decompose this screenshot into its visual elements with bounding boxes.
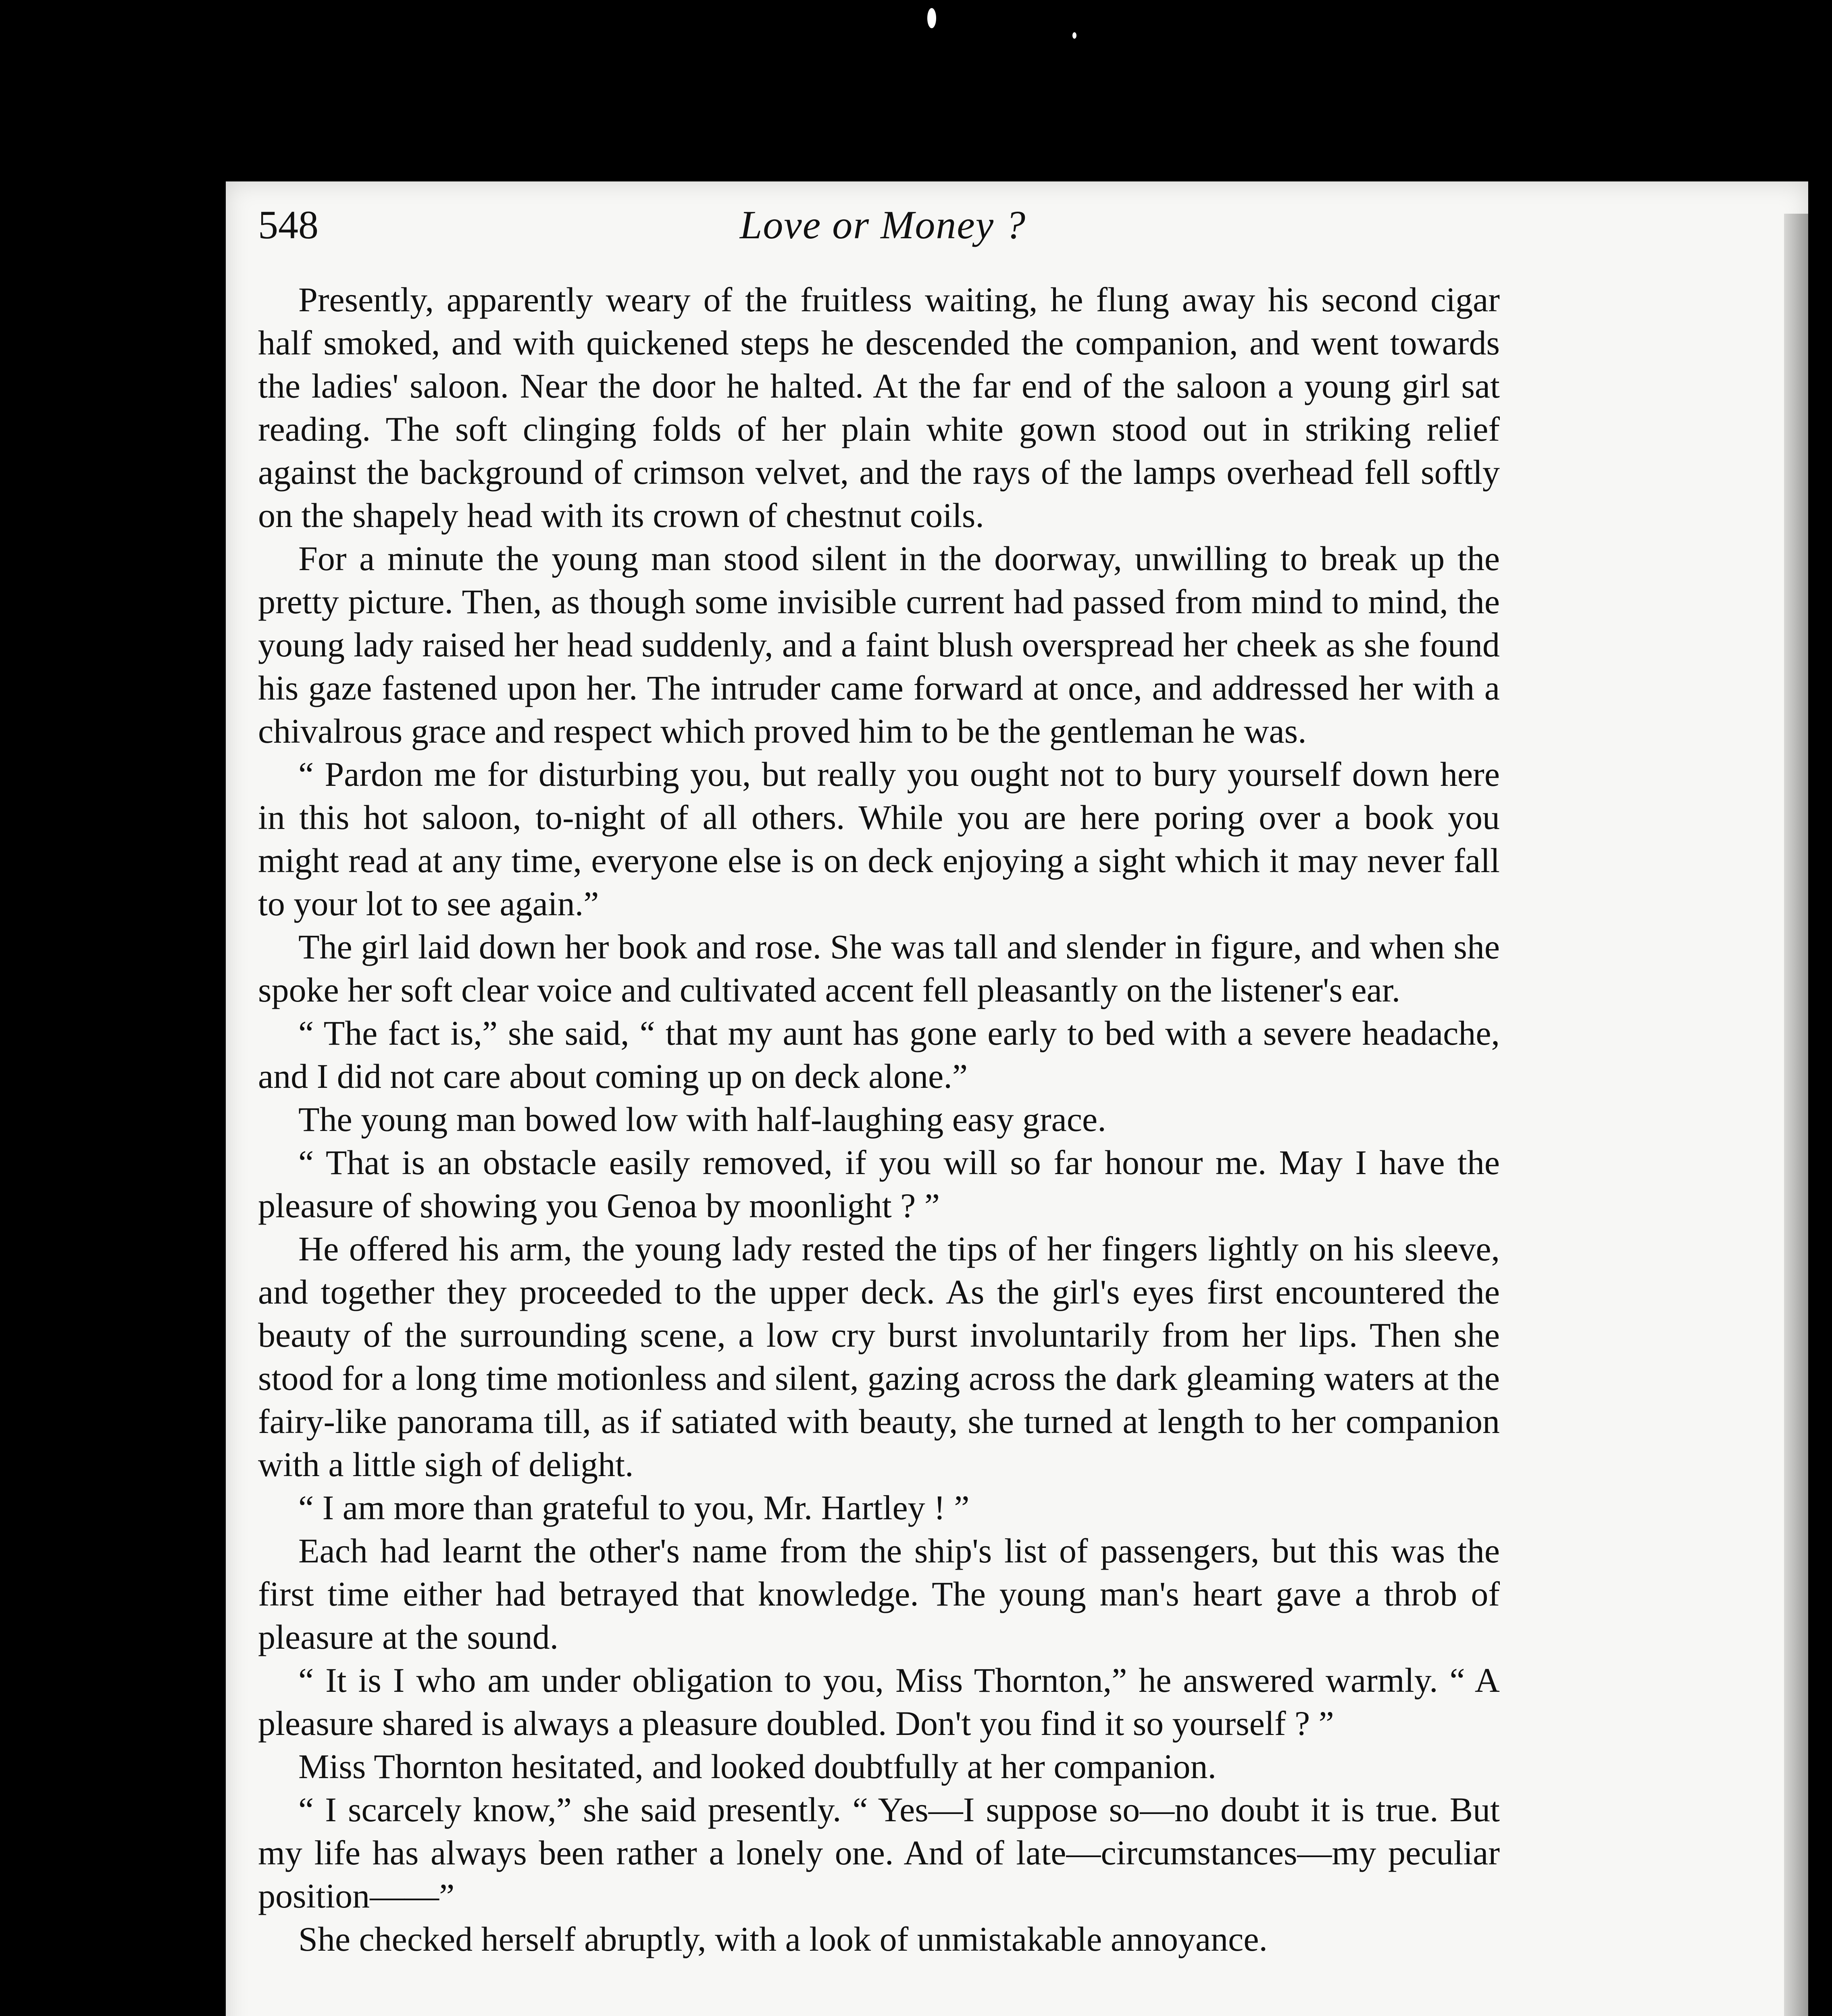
paragraph: “ That is an obstacle easily removed, if you will so far honour me. May I have the pleasure of showing you Genoa by moonlight ? ” [258, 1143, 1500, 1225]
paragraph: He offered his arm, the young lady rested the tips of her fingers lightly on his sleeve, and together they proceeded to the upper deck. As the girl's eyes first encountered the beauty of the surrounding scene, a low cry burst involuntarily from her lips. Then she stood for a long time motionless and silent, gazing across the dark gleaming waters at the fairy-like panorama till, as if satiated with beauty, she turned at length to her companion with a little sigh of delight. [258, 1229, 1500, 1484]
page-number: 548 [258, 202, 319, 247]
body-text [258, 278, 1500, 1961]
paragraph: For a minute the young man stood silent in the doorway, unwilling to break up the pretty picture. Then, as though some invisible current had passed from mind to mind, the young lady raised her head suddenly, and a faint blush overspread her cheek as she found his gaze fastened upon her. The intruder came forward at once, and addressed her with a chivalrous grace and respect which proved him to be the gentleman he was. [258, 539, 1500, 750]
running-title: Love or Money ? [739, 202, 1026, 247]
paragraph: She checked herself abruptly, with a look of unmistakable annoyance. [298, 1920, 1268, 1958]
page-edge-shadow [1784, 214, 1808, 2016]
paragraph: “ It is I who am under obligation to you, Miss Thornton,” he answered warmly. “ A pleasure shared is always a pleasure doubled. Don't you find it so yourself ? ” [258, 1661, 1500, 1743]
paragraph: Miss Thornton hesitated, and looked doubtfully at her companion. [298, 1747, 1217, 1786]
paragraph: “ I scarcely know,” she said presently. “ Yes—I suppose so—no doubt it is true. But my life has always been rather a lonely one. And of late—circumstances—my peculiar position——” [258, 1790, 1500, 1915]
paragraph: “ Pardon me for disturbing you, but really you ought not to bury yourself down here in this hot saloon, to-night of all others. While you are here poring over a book you might read at any time, everyone else is on deck enjoying a sight which it may never fall to your lot to see again.” [258, 755, 1500, 923]
running-head [258, 202, 1508, 266]
paragraph: The young man bowed low with half-laughing easy grace. [298, 1100, 1106, 1139]
paragraph: The girl laid down her book and rose. She was tall and slender in figure, and when she spoke her soft clear voice and cultivated accent fell pleasantly on the listener's ear. [258, 927, 1500, 1009]
film-speck [1072, 32, 1076, 39]
paragraph: Each had learnt the other's name from the ship's list of passengers, but this was the first time either had betrayed that knowledge. The young man's heart gave a throb of pleasure at the sound. [258, 1531, 1500, 1656]
paragraph: “ The fact is,” she said, “ that my aunt has gone early to bed with a severe headache, and I did not care about coming up on deck alone.” [258, 1014, 1500, 1095]
paragraph: Presently, apparently weary of the fruitless waiting, he flung away his second cigar half smoked, and with quickened steps he descended the companion, and went towards the ladies' saloon. Near the door he halted. At the far end of the saloon a young girl sat reading. The soft clinging folds of her plain white gown stood out in striking relief against the background of crimson velvet, and the rays of the lamps overhead fell softly on the shapely head with its crown of chestnut coils. [258, 280, 1500, 535]
film-speck [927, 8, 936, 28]
paragraph: “ I am more than grateful to you, Mr. Hartley ! ” [298, 1488, 970, 1527]
